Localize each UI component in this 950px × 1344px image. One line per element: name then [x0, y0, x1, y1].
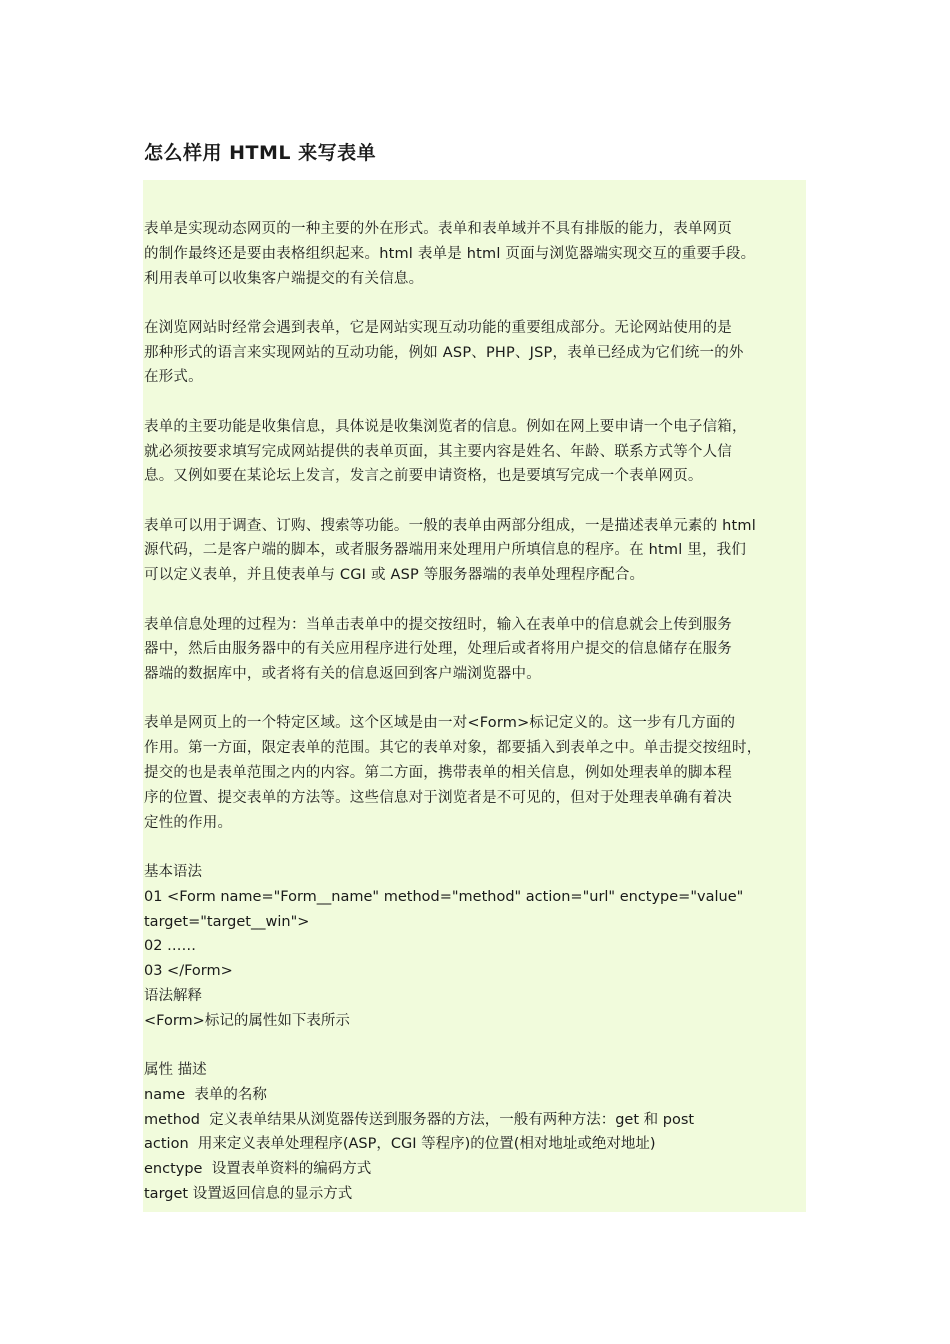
code-line: 02 ……: [144, 938, 197, 955]
attribute-row: action 用来定义表单处理程序(ASP，CGI 等程序)的位置(相对地址或绝对地址): [144, 1136, 656, 1153]
syntax-explanation-heading: 语法解释: [144, 987, 202, 1004]
code-line: target="target__win">: [144, 913, 310, 930]
syntax-section: [144, 860, 806, 1034]
paragraph-function: 表单的主要功能是收集信息，具体说是收集浏览者的信息。例如在网上要申请一个电子信箱， 就必须按要求填写完成网站提供的表单页面，其主要内容是姓名、年龄、联系方式等个人信 息。又例如要在某论坛上发言，发言之前要申请资格，也是要填写完成一个表单网页。: [144, 418, 747, 485]
paragraph-form-region: 表单是网页上的一个特定区域。这个区域是由一对<Form>标记定义的。这一步有几方面的 作用。第一方面，限定表单的范围。其它的表单对象，都要插入到表单之中。单击提交按纽时， 提交的也是表单范围之内的内容。第二方面，携带表单的相关信息，例如处理表单的脚本程 序的位置、提交表单的方法等。这些信息对于浏览者是不可见的，但对于处理表单确有着决 定性的作用。: [144, 715, 762, 831]
paragraph-interaction: 在浏览网站时经常会遇到表单，它是网站实现互动功能的重要组成部分。无论网站使用的是 那种形式的语言来实现网站的互动功能，例如 ASP、PHP、JSP，表单已经成为它们统一的外 在形式。: [144, 319, 744, 386]
attribute-row: target 设置返回信息的显示方式: [144, 1186, 353, 1202]
attribute-row: name 表单的名称: [144, 1086, 267, 1103]
attribute-row: enctype 设置表单资料的编码方式: [144, 1161, 372, 1178]
content-box: [143, 180, 806, 1212]
paragraph-intro: 表单是实现动态网页的一种主要的外在形式。表单和表单域并不具有排版的能力，表单网页 的制作最终还是要由表格组织起来。html 表单是 html 页面与浏览器端实现交互的重要手段。 利用表单可以收集客户端提交的有关信息。: [144, 221, 756, 287]
attribute-header: 属性 描述: [144, 1062, 207, 1079]
syntax-heading: 基本语法: [144, 863, 202, 880]
document-title: 怎么样用 HTML 来写表单: [144, 142, 377, 164]
syntax-explanation-text: <Form>标记的属性如下表所示: [144, 1012, 350, 1029]
code-line: 03 </Form>: [144, 963, 233, 980]
paragraph-processing: 表单信息处理的过程为：当单击表单中的提交按纽时，输入在表单中的信息就会上传到服务 器中，然后由服务器中的有关应用程序进行处理，处理后或者将用户提交的信息储存在服务 器端的数据库中，或者将有关的信息返回到客户端浏览器中。: [144, 616, 732, 683]
code-line: 01 <Form name="Form__name" method="method" action="url" enctype="value": [144, 888, 744, 905]
attribute-row: method 定义表单结果从浏览器传送到服务器的方法，一般有两种方法：get 和 post: [144, 1111, 695, 1128]
attribute-list: [144, 1058, 806, 1207]
paragraph-usage: 表单可以用于调查、订购、搜索等功能。一般的表单由两部分组成，一是描述表单元素的 html 源代码，二是客户端的脚本，或者服务器端用来处理用户所填信息的程序。在 html 里，我们 可以定义表单，并且使表单与 CGI 或 ASP 等服务器端的表单处理程序配合。: [144, 517, 756, 584]
